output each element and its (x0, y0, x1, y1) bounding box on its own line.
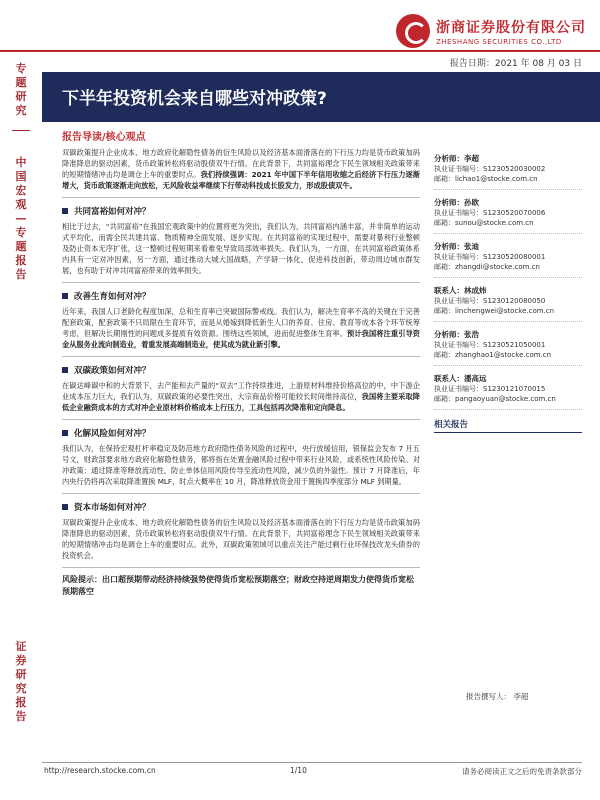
analyst-code: 执业证书编号：S1230520070006 (434, 209, 546, 217)
report-date (450, 56, 582, 69)
page-number: 1/10 (290, 766, 307, 775)
section-para: 双碳政策提升企业成本、地方政府化解隐性债务的衍生风险以及经济基本面滑落在的下行压力均是货币政策加码降准降息的驱动因素，货币政策转松将驱动股债双牛行情。在此背景下，共同富裕理念下民生领域相关政策带来的短期情绪冲击均是调仓上车的重要时点。此外，双碳政策领域可以重点关注产能过剩行业环保技改龙头债券的投资机会。 (62, 518, 420, 560)
analyst-email[interactable]: 邮箱：linchengwei@stocke.com.cn (434, 307, 555, 315)
section-divider (62, 493, 420, 494)
section-divider (62, 356, 420, 357)
section-para: 相比于过去，“共同富裕”在我国宏观政策中的位置将更为突出，我们认为，共同富裕内涵丰富，并非简单的运动式平均化，而需全民共建共富、物质精神全面发展、逐步实现。在共同富裕的实现过程中，需要对暴利行业整顿及防止资本无序扩张，这一整顿过程短期来看难免导致局部效率损失。我们认为，一方面，在共同富裕政策体系内具有一定对冲因素，另一方面，通过推动大城大国战略，产学研一体化，促进科技创新，带动周边城市群发展，也有助于对冲共同富裕带来的效率损失。 (62, 222, 420, 275)
section-divider (62, 197, 420, 198)
analyst-code: 执业证书编号：S1230520080001 (434, 253, 546, 261)
section-heading-text: 化解风险如何对冲？ (74, 429, 151, 439)
analyst-name: 分析师：张浩 (434, 330, 479, 339)
analyst-name: 联系人：林成炜 (434, 286, 487, 295)
analyst-card (434, 326, 582, 366)
section-heading-text: 资本市场如何对冲？ (74, 503, 151, 513)
section-heading (62, 427, 420, 439)
summary-para: 双碳政策提升企业成本、地方政府化解隐性债务的衍生风险以及经济基本面滑落在的下行压力均是货币政策加码降准降息的驱动因素，货币政策转松将驱动股债双牛行情。在此背景下，共同富裕理念下民生领域相关政策带来的短期情绪冲击均是调仓上车的重要时点。 (62, 148, 420, 179)
section-3 (62, 356, 420, 413)
section-divider (62, 419, 420, 420)
logo-en-text: ZHESHANG SECURITIES CO.,LTD (436, 37, 562, 46)
analyst-code: 执业证书编号：S1230120080050 (434, 297, 546, 305)
analyst-name: 联系人：潘高远 (434, 374, 487, 383)
bullet-square-icon (62, 208, 68, 214)
risk-warning (62, 574, 420, 598)
band-label-research: 证券研究报告 (15, 640, 27, 723)
analyst-code: 执业证书编号：S1230521050001 (434, 341, 546, 349)
analyst-column (434, 150, 582, 433)
risk-text: 出口超预期带动经济持续强势使得货币宽松预期落空；财政空持逆周期发力使得货币宽松预期落空 (62, 575, 414, 596)
page-title: 下半年投资机会来自哪些对冲政策? (62, 89, 327, 109)
section-bold: 预计我国将注重引导资金从服务业流向制造业，着重发展高端制造业，使其成为就业新引擎。 (62, 329, 420, 349)
section-2 (62, 282, 420, 350)
section-para: 在碳达峰碳中和的大背景下，去产能和去产量的“双去”工作持续推进，上游原材料维持价格高位的中，中下游企业成本压力巨大，我们认为，双碳政策的必要性突出，大宗商品价格可能较长时间维持高位， (62, 381, 420, 401)
band-label-topic: 专题研究 (15, 62, 27, 117)
analyst-email[interactable]: 邮箱：pangaoyuan@stocke.com.cn (434, 395, 556, 403)
section-heading (62, 364, 420, 376)
section-4 (62, 419, 420, 487)
section-text (62, 221, 420, 276)
date-value: 2021 年 08 月 03 日 (494, 59, 582, 69)
analyst-email[interactable]: 邮箱：zhangdi@stocke.com.cn (434, 263, 540, 271)
related-reports-heading: 相关报告 (434, 418, 582, 433)
section-heading-text: 共同富裕如何对冲？ (74, 207, 151, 217)
section-para: 我们认为，在保持宏观杠杆率稳定及防范地方政府隐性债务风险的过程中，央行放缓信用，银保监会发布 7 月五号文，财政部要求地方政府化解隐性债务，都将指在处置金融风险过程中带来行业风险，或系统性风险传染。对冲政策：通过降准等释放流动性，防止单体信用风险传导至流动性风险，减少负的外溢性。预计 7 月降准后，年内央行仍将再次采取降准置换 MLF，时点大概率在 10 月，降准释放资金用于置换四季度部分 MLF 到期量。 (62, 444, 420, 486)
section-divider (62, 567, 420, 568)
section-heading (62, 205, 420, 217)
section-text (62, 306, 420, 350)
summary-text (62, 147, 420, 191)
analyst-card (434, 194, 582, 234)
band-divider (12, 130, 30, 131)
section-bold: 我国将主要采取降低企业融资成本的方式对冲企业原材料价格成本上行压力，工具包括再次降准和定向降息。 (62, 392, 420, 412)
left-band (0, 50, 42, 770)
date-label: 报告日期： (449, 59, 495, 69)
logo-mark-icon (396, 14, 430, 48)
band-label-macro: 中国宏观—专题报告 (15, 156, 27, 281)
bullet-square-icon (62, 367, 68, 373)
section-heading (62, 290, 420, 302)
section-heading (62, 501, 420, 513)
section-para: 近年来，我国人口老龄化程度加深，总和生育率已突破国际警戒线。我们认为，解决生育率不高的关键在于完善配套政策，配套政策不只局限在生育环节，而是从婚嫁到降低新生人口的养育、住房、教育等成本各个环节统筹考虑，但解决长期刚性的问题成多提质有效资源。围绕这些领域，进而促进整体生育率。 (62, 307, 420, 338)
title-bar (42, 72, 600, 122)
section-1 (62, 197, 420, 276)
analyst-name: 分析师：张迪 (434, 242, 479, 251)
section-heading-text: 改善生育如何对冲？ (74, 292, 151, 302)
section-5 (62, 493, 420, 561)
analyst-card (434, 282, 582, 322)
bullet-square-icon (62, 293, 68, 299)
section-text (62, 443, 420, 487)
analyst-name: 分析师：孙欧 (434, 198, 479, 207)
analyst-card (434, 150, 582, 190)
section-heading-text: 双碳政策如何对冲？ (74, 366, 151, 376)
company-logo (396, 14, 586, 48)
report-writer: 报告撰写人： 李超 (466, 692, 529, 701)
logo-cn-text: 浙商证券股份有限公司 (436, 19, 586, 36)
analyst-card (434, 370, 582, 410)
bullet-square-icon (62, 504, 68, 510)
analyst-code: 执业证书编号：S1230520030002 (434, 165, 546, 173)
footer-divider (42, 762, 582, 763)
analyst-name: 分析师：李超 (434, 154, 479, 163)
analyst-email[interactable]: 邮箱：zhanghao1@stocke.com.cn (434, 351, 552, 359)
section-divider (62, 282, 420, 283)
risk-label: 风险提示： (62, 575, 102, 584)
section-text (62, 517, 420, 561)
footer-disclaimer: 请务必阅读正文之后的免责条款部分 (462, 767, 582, 776)
header-divider (0, 50, 600, 52)
analyst-card (434, 238, 582, 278)
analyst-email[interactable]: 邮箱：sunou@stocke.com.cn (434, 219, 534, 227)
main-column (62, 128, 420, 598)
footer-url[interactable]: http://research.stocke.com.cn (44, 766, 156, 775)
summary-heading: 报告导读/核心观点 (62, 132, 146, 143)
analyst-email[interactable]: 邮箱：lichao1@stocke.com.cn (434, 175, 538, 183)
analyst-code: 执业证书编号：S1230121070015 (434, 385, 546, 393)
summary-bold: 我们持续强调：2021 年中国下半年信用收缩之后经济下行压力逐渐增大，货币政策逐渐走向放松，无风险收益率继续下行带动科技成长股发力，形成股债双牛。 (62, 170, 420, 190)
section-text (62, 380, 420, 413)
bullet-square-icon (62, 430, 68, 436)
